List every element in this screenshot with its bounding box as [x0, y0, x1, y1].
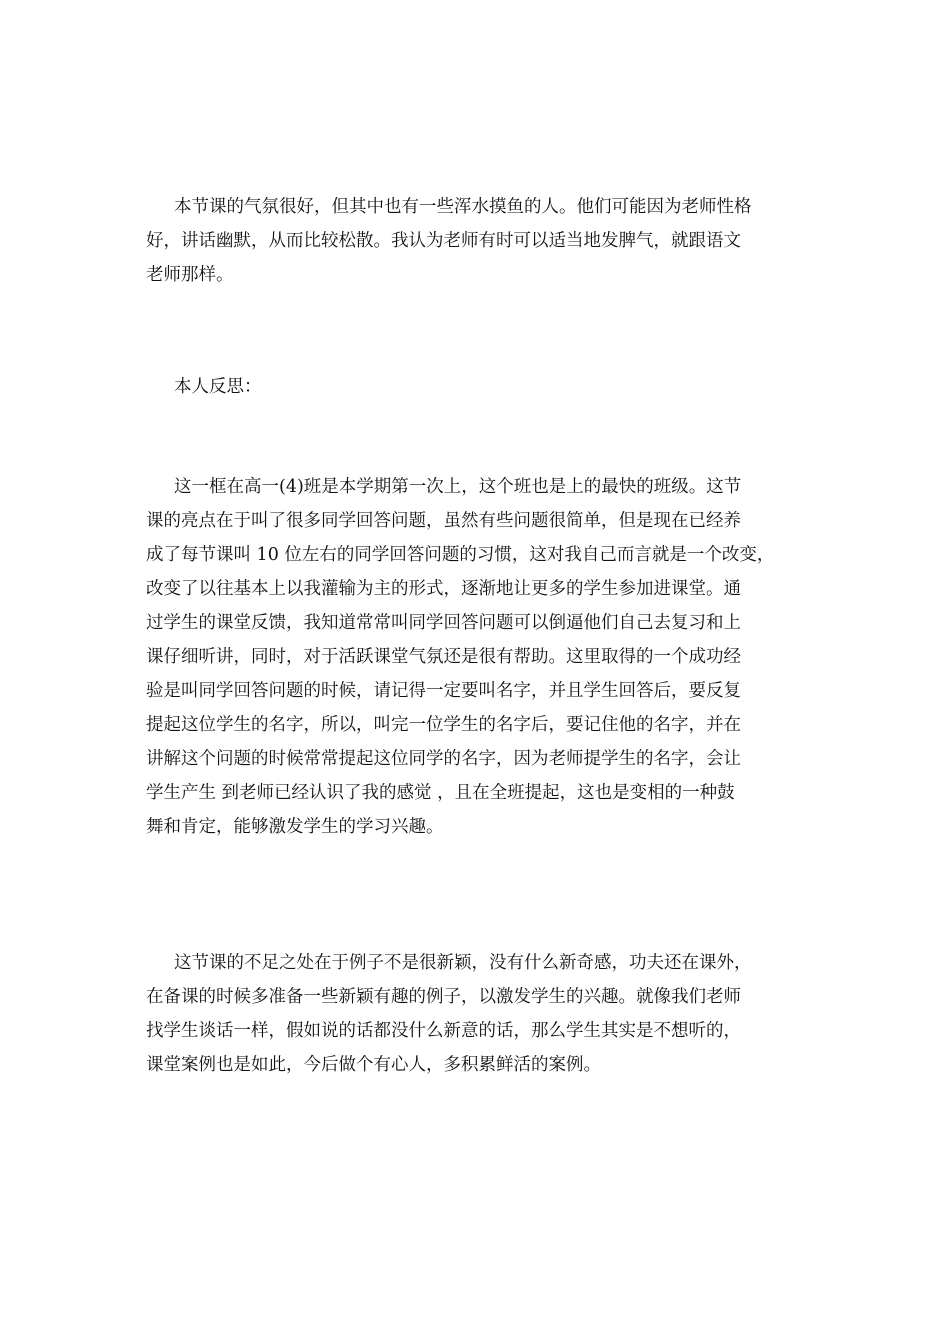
text-line: 老师那样。	[146, 265, 234, 285]
text-line: 好，讲话幽默，从而比较松散。我认为老师有时可以适当地发脾气，就跟语文	[146, 231, 741, 251]
text-line: 本人反思：	[174, 377, 262, 397]
text-line: 这一框在高一(4)班是本学期第一次上，这个班也是上的最快的班级。这节	[174, 477, 742, 497]
text-line: 过学生的课堂反馈，我知道常常叫同学回答问题可以倒逼他们自己去复习和上	[146, 613, 741, 633]
text-line: 讲解这个问题的时候常常提起这位同学的名字，因为老师提学生的名字，会让	[146, 749, 741, 769]
paragraph-classroom-atmosphere	[146, 190, 816, 292]
text-line: 课堂案例也是如此，今后做个有心人，多积累鲜活的案例。	[146, 1055, 601, 1075]
text-line: 找学生谈话一样，假如说的话都没什么新意的话，那么学生其实是不想听的，	[146, 1021, 741, 1041]
paragraph-lesson-shortcomings	[146, 946, 816, 1082]
text-line: 成了每节课叫 10 位左右的同学回答问题的习惯，这对我自己而言就是一个改变，	[146, 545, 775, 565]
text-line: 课的亮点在于叫了很多同学回答问题，虽然有些问题很简单，但是现在已经养	[146, 511, 741, 531]
text-line: 改变了以往基本上以我灌输为主的形式，逐渐地让更多的学生参加进课堂。通	[146, 579, 741, 599]
text-line: 学生产生 到老师已经认识了我的感觉 ，且在全班提起，这也是变相的一种鼓	[146, 783, 735, 803]
text-line: 本节课的气氛很好，但其中也有一些浑水摸鱼的人。他们可能因为老师性格	[174, 197, 752, 217]
text-line: 舞和肯定，能够激发学生的学习兴趣。	[146, 817, 444, 837]
text-line: 在备课的时候多准备一些新颖有趣的例子，以激发学生的兴趣。就像我们老师	[146, 987, 741, 1007]
text-line: 提起这位学生的名字，所以，叫完一位学生的名字后，要记住他的名字，并在	[146, 715, 741, 735]
text-line: 这节课的不足之处在于例子不是很新颖，没有什么新奇感，功夫还在课外，	[174, 953, 752, 973]
text-line: 课仔细听讲，同时，对于活跃课堂气氛还是很有帮助。这里取得的一个成功经	[146, 647, 741, 667]
text-line: 验是叫同学回答问题的时候，请记得一定要叫名字，并且学生回答后，要反复	[146, 681, 741, 701]
section-heading-self-reflection	[146, 370, 816, 404]
paragraph-lesson-highlights	[146, 470, 816, 844]
